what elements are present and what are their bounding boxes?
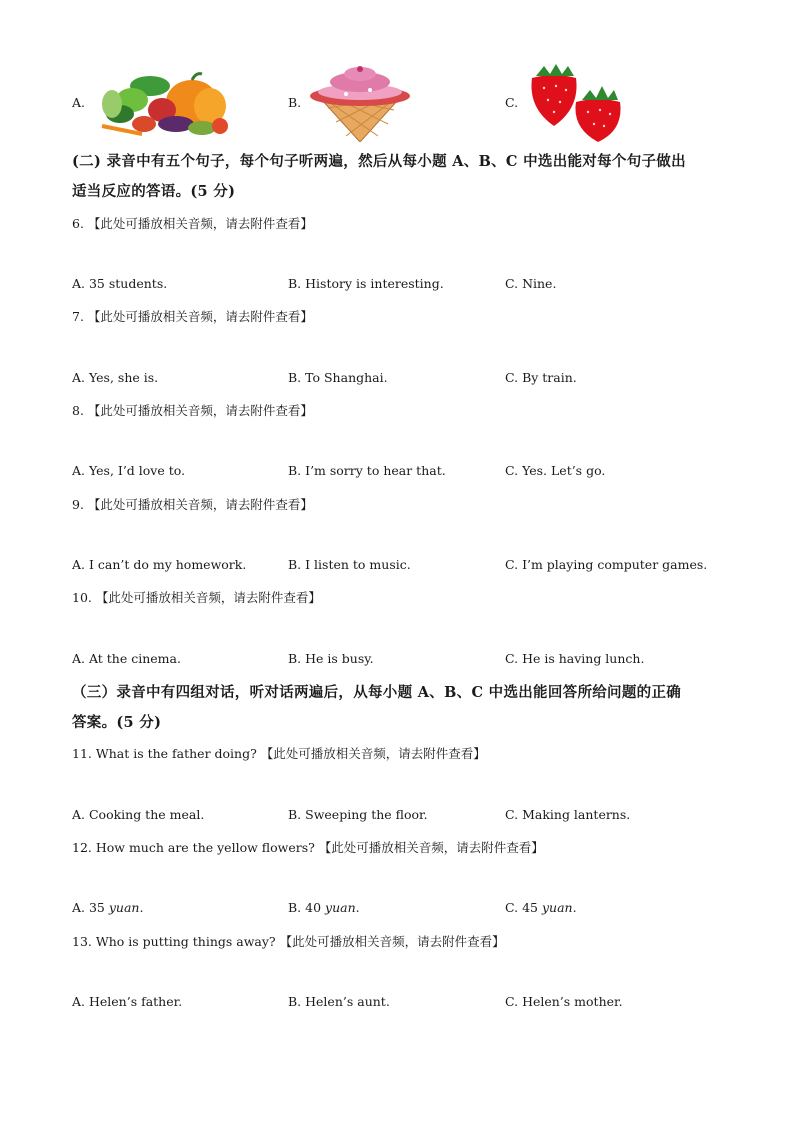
option-b-label: B. (288, 95, 302, 110)
question-10-option-a: A. At the cinema. (72, 651, 181, 666)
question-8-option-c: C. Yes. Let’s go. (505, 463, 606, 478)
question-6-option-c: C. Nine. (505, 276, 557, 291)
question-7-option-b: B. To Shanghai. (288, 370, 388, 385)
question-11-option-b: B. Sweeping the floor. (288, 807, 428, 822)
question-9-option-b: B. I listen to music. (288, 557, 411, 572)
question-13-option-c: C. Helen’s mother. (505, 994, 623, 1009)
question-7-prompt: 7. 【此处可播放相关音频，请去附件查看】 (72, 309, 313, 324)
section-3-heading-line1: （三）录音中有四组对话，听对话两遍后，从每小题 A、B、C 中选出能回答所给问题的正确 (72, 684, 682, 701)
question-13-option-b: B. Helen’s aunt. (288, 994, 390, 1009)
question-11-option-c: C. Making lanterns. (505, 807, 631, 822)
section-2-heading-line2: 适当反应的答语。(5 分) (72, 183, 236, 200)
option-a-label: A. (72, 95, 86, 110)
section-2-heading-line1: (二) 录音中有五个句子，每个句子听两遍，然后从每小题 A、B、C 中选出能对每个句子做出 (72, 153, 686, 170)
question-6-option-b: B. History is interesting. (288, 276, 444, 291)
question-13-prompt: 13. Who is putting things away? 【此处可播放相关音频，请去附件查看】 (72, 934, 505, 949)
question-10-prompt: 10. 【此处可播放相关音频，请去附件查看】 (72, 590, 321, 605)
question-9-option-a: A. I can’t do my homework. (72, 557, 247, 572)
question-8-option-a: A. Yes, I’d love to. (72, 463, 186, 478)
section-3-heading-line2: 答案。(5 分) (72, 714, 162, 731)
strawberries-icon (526, 60, 630, 144)
question-12-prompt: 12. How much are the yellow flowers? 【此处可播放相关音频，请去附件查看】 (72, 840, 544, 855)
question-12-option-c: C. 45 yuan. (505, 900, 577, 915)
question-12-option-a: A. 35 yuan. (72, 900, 144, 915)
question-10-option-c: C. He is having lunch. (505, 651, 645, 666)
question-6-prompt: 6. 【此处可播放相关音频，请去附件查看】 (72, 216, 313, 231)
question-8-option-b: B. I’m sorry to hear that. (288, 463, 446, 478)
option-c-label: C. (505, 95, 519, 110)
question-9-prompt: 9. 【此处可播放相关音频，请去附件查看】 (72, 497, 313, 512)
question-12-option-b: B. 40 yuan. (288, 900, 360, 915)
question-7-option-a: A. Yes, she is. (72, 370, 159, 385)
vegetables-icon (92, 66, 232, 138)
ice-cream-cone-icon (308, 66, 412, 142)
question-8-prompt: 8. 【此处可播放相关音频，请去附件查看】 (72, 403, 313, 418)
question-11-prompt: 11. What is the father doing? 【此处可播放相关音频，请去附件查看】 (72, 746, 486, 761)
question-13-option-a: A. Helen’s father. (72, 994, 183, 1009)
question-7-option-c: C. By train. (505, 370, 577, 385)
question-11-option-a: A. Cooking the meal. (72, 807, 205, 822)
question-6-option-a: A. 35 students. (72, 276, 168, 291)
question-10-option-b: B. He is busy. (288, 651, 374, 666)
question-9-option-c: C. I’m playing computer games. (505, 557, 708, 572)
